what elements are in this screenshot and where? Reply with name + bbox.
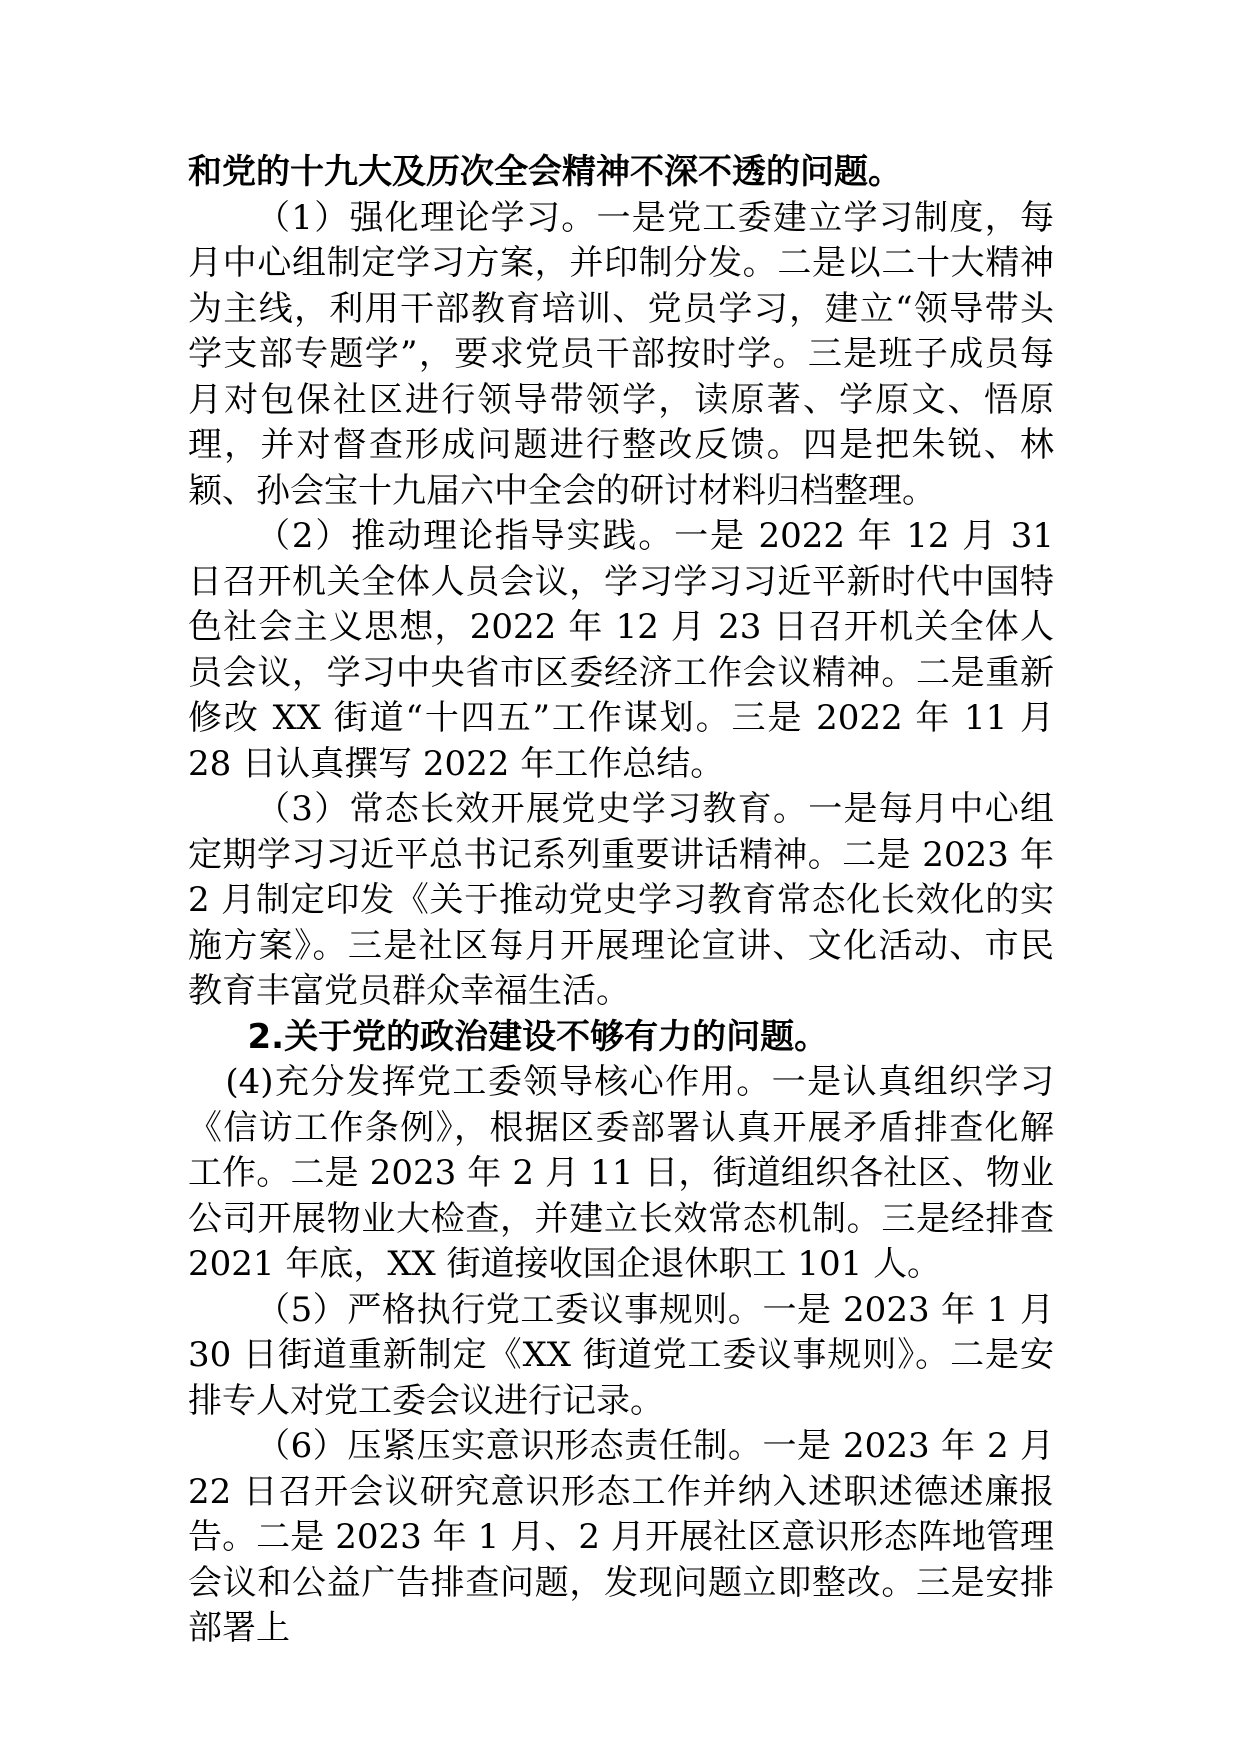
paragraph-ideology-responsibility: （6）压紧压实意识形态责任制。一是 2023 年 2 月 22 日召开会议研究意识形态工作并纳入述职述德述廉报告。二是 2023 年 1 月、2 月开展社区意识形态阵地管理会议和公益广告排查问题，发现问题立即整改。三是安排部署上 xyxy=(188,1426,1054,1648)
document-page xyxy=(188,150,1054,1652)
paragraph-meeting-rules: （5）严格执行党工委议事规则。一是 2023 年 1 月 30 日街道重新制定《XX 街道党工委议事规则》。二是安排专人对党工委会议进行记录。 xyxy=(188,1289,1054,1421)
section-heading-political-building: 2.关于党的政治建设不够有力的问题。 xyxy=(247,1016,829,1057)
section-heading-continued: 和党的十九大及历次全会精神不深不透的问题。 xyxy=(188,152,902,192)
paragraph-party-history-education: （3）常态长效开展党史学习教育。一是每月中心组定期学习习近平总书记系列重要讲话精神。二是 2023 年 2 月制定印发《关于推动党史学习教育常态化长效化的实施方案》。三是社区每月开展理论宣讲、文化活动、市民教育丰富党员群众幸福生活。 xyxy=(188,789,1054,1011)
paragraph-leadership-core: (4)充分发挥党工委领导核心作用。一是认真组织学习《信访工作条例》，根据区委部署认真开展矛盾排查化解工作。二是 2023 年 2 月 11 日，街道组织各社区、物业公司开展物业大检查，并建立长效常态机制。三是经排查 2021 年底，XX 街道接收国企退休职工 101 人。 xyxy=(188,1062,1054,1284)
paragraph-theory-practice: （2）推动理论指导实践。一是 2022 年 12 月 31 日召开机关全体人员会议，学习学习习近平新时代中国特色社会主义思想，2022 年 12 月 23 日召开机关全体人员会议，学习中央省市区委经济工作会议精神。二是重新修改 XX 街道“十四五”工作谋划。三是 2022 年 11 月 28 日认真撰写 2022 年工作总结。 xyxy=(188,516,1054,784)
paragraph-theory-study: （1）强化理论学习。一是党工委建立学习制度，每月中心组制定学习方案，并印制分发。二是以二十大精神为主线，利用干部教育培训、党员学习，建立“领导带头学支部专题学”，要求党员干部按时学。三是班子成员每月对包保社区进行领导带领学，读原著、学原文、悟原理，并对督查形成问题进行整改反馈。四是把朱锐、林颖、孙会宝十九届六中全会的研讨材料归档整理。 xyxy=(188,197,1054,511)
